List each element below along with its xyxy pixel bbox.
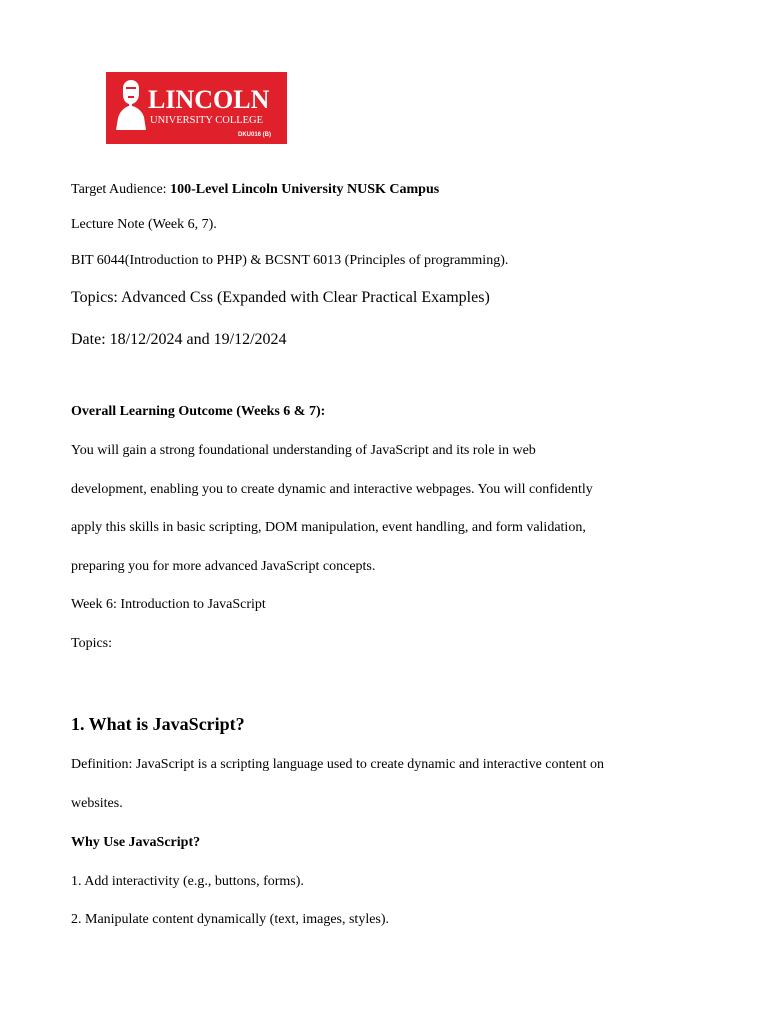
section-heading-what-is-javascript: 1. What is JavaScript? [71,714,245,734]
target-audience-label: Target Audience: [71,182,171,197]
logo-brand-name: LINCOLN [148,85,270,114]
outcome-paragraph-line: preparing you for more advanced JavaScript concepts. [71,559,376,574]
topics-line: Topics: Advanced Css (Expanded with Clear Practical Examples) [71,289,490,306]
target-audience-line [71,183,439,197]
lecture-note-line: Lecture Note (Week 6, 7). [71,217,217,232]
why-use-heading: Why Use JavaScript? [71,835,201,850]
topics-label: Topics: [71,636,113,651]
logo-reg-code: DKU016 (B) [238,132,272,138]
university-logo [106,72,287,144]
outcome-heading: Overall Learning Outcome (Weeks 6 & 7): [71,404,326,419]
courses-line: BIT 6044(Introduction to PHP) & BCSNT 6013 (Principles of programming). [71,253,509,268]
outcome-paragraph-line: apply this skills in basic scripting, DOM manipulation, event handling, and form validation, [71,520,586,535]
outcome-paragraph-line: You will gain a strong foundational understanding of JavaScript and its role in web [71,443,536,458]
reason-list-item: 2. Manipulate content dynamically (text, images, styles). [71,912,390,927]
lincoln-logo-graphic [106,72,287,144]
target-audience-value: 100-Level Lincoln University NUSK Campus [170,182,440,197]
logo-subtitle: UNIVERSITY COLLEGE [150,115,264,126]
outcome-paragraph-line: development, enabling you to create dynamic and interactive webpages. You will confidently [71,482,593,497]
week-title: Week 6: Introduction to JavaScript [71,597,266,612]
definition-line: Definition: JavaScript is a scripting language used to create dynamic and interactive content on [71,757,604,772]
reason-list-item: 1. Add interactivity (e.g., buttons, forms). [71,874,304,889]
date-line: Date: 18/12/2024 and 19/12/2024 [71,331,287,348]
definition-line: websites. [71,796,123,811]
